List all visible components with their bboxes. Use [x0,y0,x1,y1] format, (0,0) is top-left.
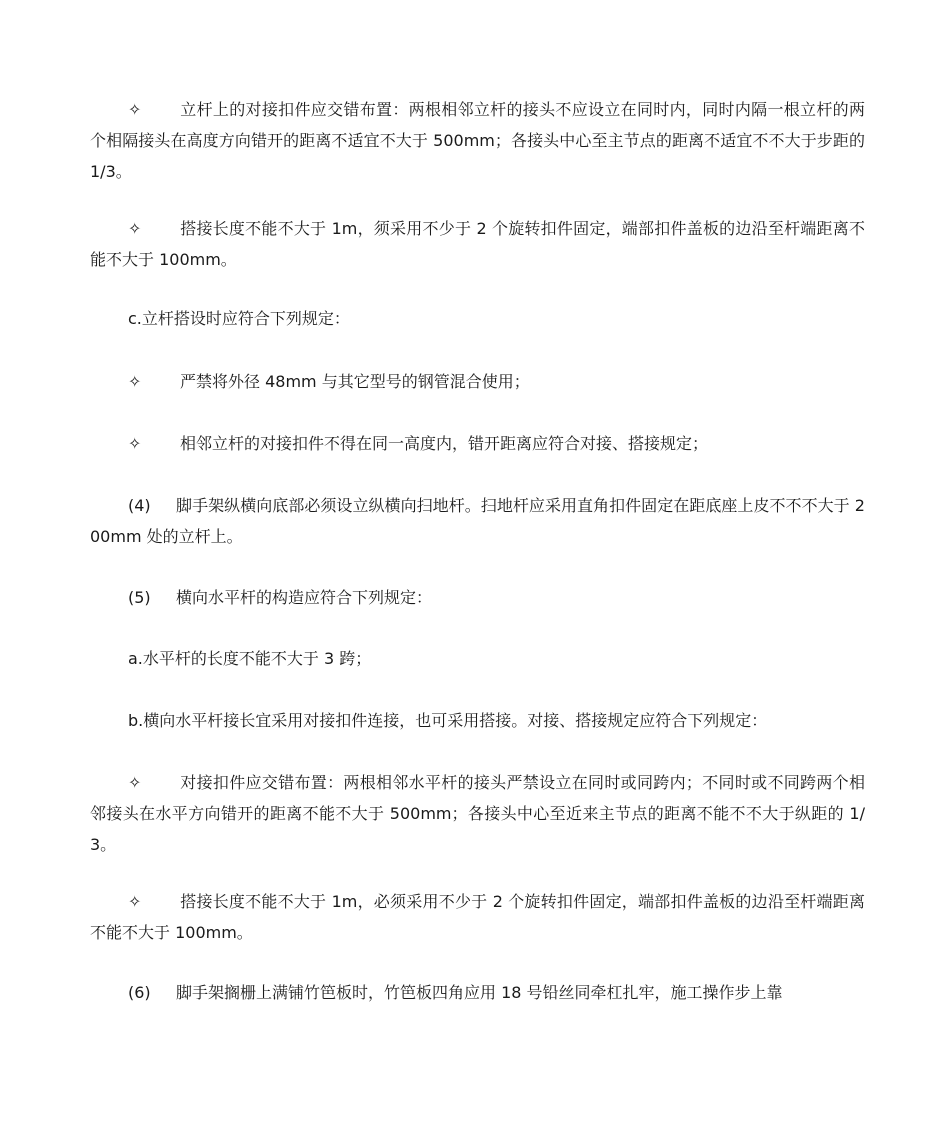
paragraph-item-5 [90,582,865,613]
paragraph-item-6 [90,977,865,1008]
paragraph-text: b.横向水平杆接长宜采用对接扣件连接，也可采用搭接。对接、搭接规定应符合下列规定： [128,711,768,730]
diamond-bullet-icon: ✧ [128,892,142,911]
diamond-bullet-icon: ✧ [128,773,142,792]
paragraph-text: 相邻立杆的对接扣件不得在同一高度内，错开距离应符合对接、搭接规定； [180,434,709,453]
paragraph-bullet-horizontal-joints [90,767,865,860]
paragraph-text: 立杆上的对接扣件应交错布置：两根相邻立杆的接头不应设立在同时内，同时内隔一根立杆的两个相隔接头在高度方向错开的距离不适宜不大于 500mm；各接头中心至主节点的距离不适宜不不大于步距的 1/3。 [90,100,865,181]
paragraph-bullet-lap-length [90,213,865,275]
paragraph-text: 脚手架搁栅上满铺竹笆板时，竹笆板四角应用 18 号铅丝同牵杠扎牢，施工操作步上靠 [176,983,783,1002]
paragraph-subheading-b [90,705,865,736]
paragraph-bullet-adjacent-couplers [90,428,865,459]
item-number: (4) [128,496,151,515]
paragraph-text: 搭接长度不能不大于 1m，必须采用不少于 2 个旋转扣件固定，端部扣件盖板的边沿至杆端距离不能不大于 100mm。 [90,892,865,942]
paragraph-text: 搭接长度不能不大于 1m，须采用不少于 2 个旋转扣件固定，端部扣件盖板的边沿至杆端距离不能不大于 100mm。 [90,219,865,269]
item-number: (5) [128,588,151,607]
paragraph-text: 对接扣件应交错布置：两根相邻水平杆的接头严禁设立在同时或同跨内；不同时或不同跨两个相邻接头在水平方向错开的距离不能不大于 500mm；各接头中心至近来主节点的距离不能不不大于纵距的 1/3。 [90,773,865,854]
paragraph-subheading-c [90,303,865,334]
diamond-bullet-icon: ✧ [128,434,142,453]
paragraph-bullet-lap-length-2 [90,886,865,948]
paragraph-text: 严禁将外径 48mm 与其它型号的钢管混合使用； [180,372,530,391]
diamond-bullet-icon: ✧ [128,100,142,119]
paragraph-text: 脚手架纵横向底部必须设立纵横向扫地杆。扫地杆应采用直角扣件固定在距底座上皮不不不大于 200mm 处的立杆上。 [90,496,865,546]
diamond-bullet-icon: ✧ [128,372,142,391]
paragraph-subheading-a [90,643,865,674]
paragraph-bullet-vertical-pole-joints [90,94,865,187]
paragraph-text: a.水平杆的长度不能不大于 3 跨； [128,649,372,668]
paragraph-text: 横向水平杆的构造应符合下列规定： [176,588,433,607]
paragraph-item-4 [90,490,865,552]
item-number: (6) [128,983,151,1002]
paragraph-text: c.立杆搭设时应符合下列规定： [128,309,350,328]
diamond-bullet-icon: ✧ [128,219,142,238]
paragraph-bullet-outer-diameter [90,366,865,397]
